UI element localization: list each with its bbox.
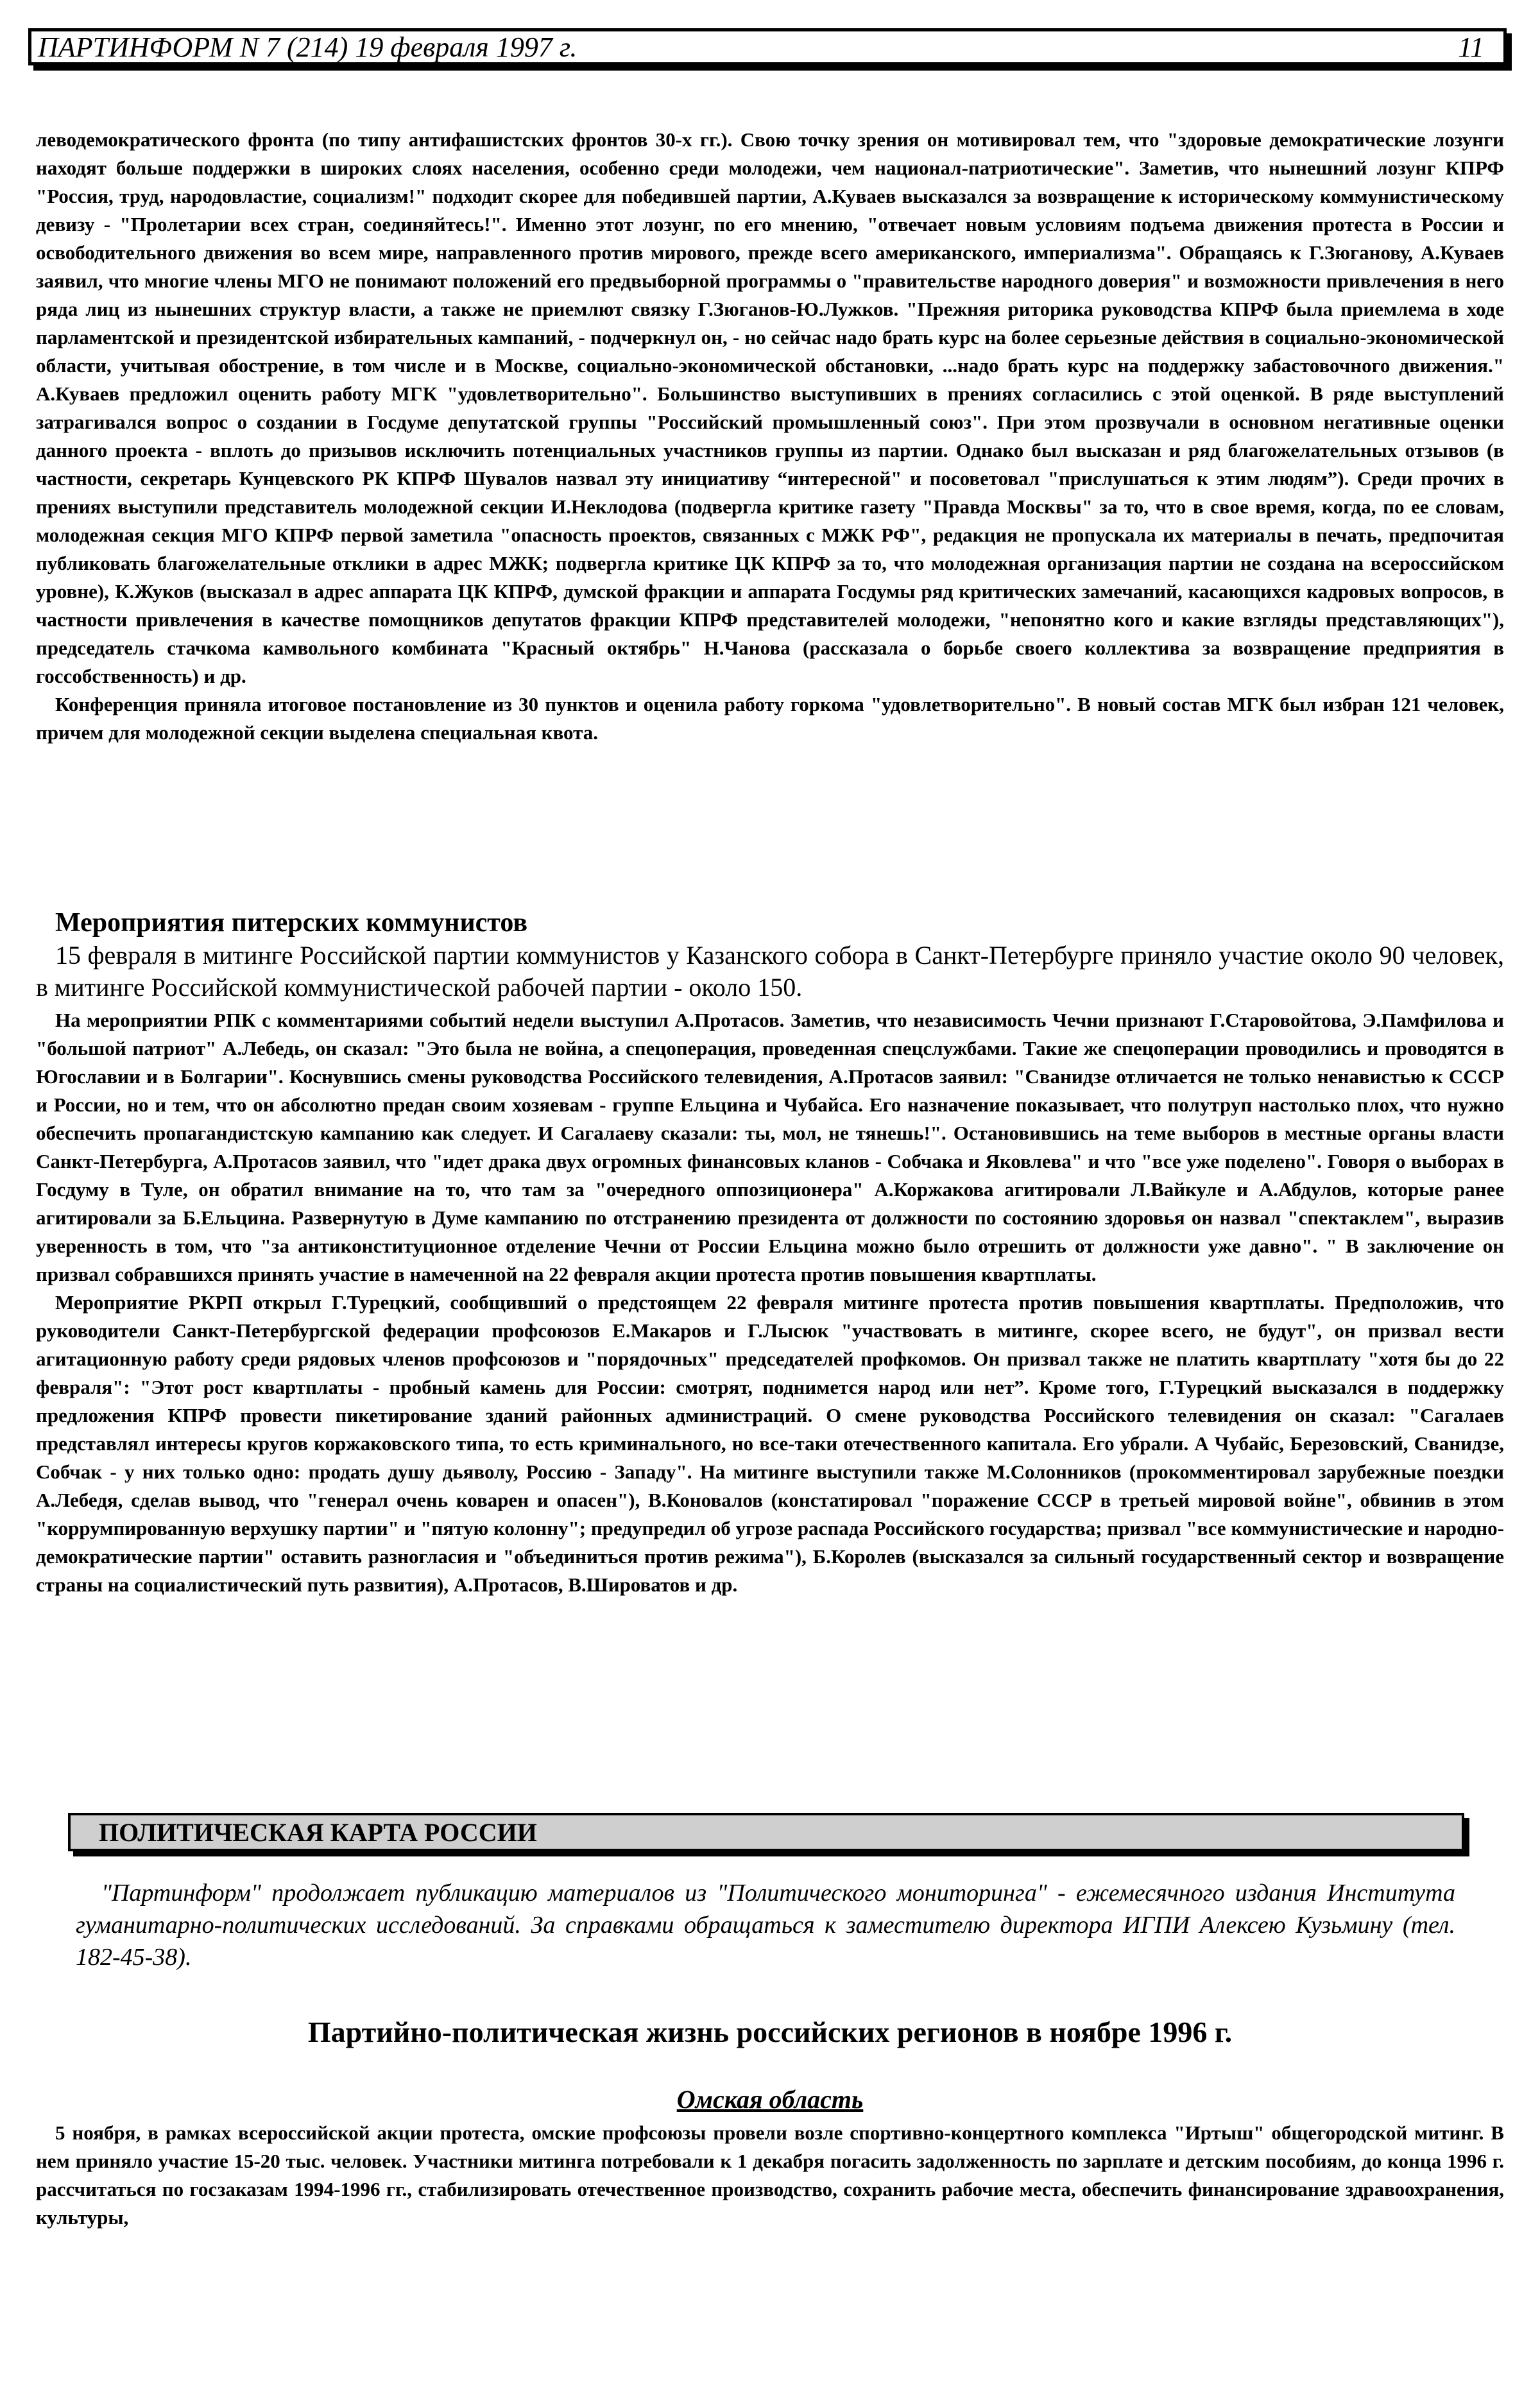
top-article	[36, 126, 1504, 747]
page-header	[28, 28, 1507, 65]
page-number: 11	[1458, 31, 1484, 63]
section-paragraph: Мероприятие РКРП открыл Г.Турецкий, сообщивший о предстоящем 22 февраля митинге протеста против повышения квартплаты. Предположив, что руководители Санкт-Петербургской федерации профсоюзов Е.Макаров и Г.Лысюк "участвовать в митинге, скорее всего, не будут", он призвал вести агитационную работу среди рядовых членов профсоюзов и "порядочных" председателей профкомов. Он призвал также не платить квартплату "хотя бы до 22 февраля": "Этот рост квартплаты - пробный камень для России: смотрят, поднимется народ или нет”. Кроме того, Г.Турецкий высказался в поддержку предложения КПРФ провести пикетирование зданий районных администраций. О смене руководства Российского телевидения он сказал: "Сагалаев представлял интересы кругов коржаковского типа, то есть криминального, но все-таки отечественного капитала. Его убрали. А Чубайс, Березовский, Сванидзе, Собчак - у них только одно: продать душу дьяволу, Россию - Западу". На митинге выступили также М.Солонников (прокомментировал зарубежные поездки А.Лебедя, сделав вывод, что "генерал очень коварен и опасен"), В.Коновалов (констатировал "поражение СССР в третьей мировой войне", обвинив в этом "коррумпированную верхушку партии" и "пятую колонну"; предупредил об угрозе распада Российского государства; призвал "все коммунистические и народно-демократические партии" оставить разногласия и "объединиться против режима"), Б.Королев (высказался за сильный государственный сектор и возвращение страны на социалистический путь развития), А.Протасов, В.Широватов и др.	[36, 1291, 1504, 1596]
region-paragraph: 5 ноября, в рамках всероссийской акции протеста, омские профсоюзы провели возле спортивно-концертного комплекса "Иртыш" общегородской митинг. В нем приняло участие 15-20 тыс. человек. Участники митинга потребовали к 1 декабря погасить задолженность по зарплате и детским пособиям, до конца 1996 г. рассчитаться по госзаказам 1994-1996 гг., стабилизировать отечественное производство, сохранить рабочие места, обеспечить финансирование здравоохранения, культуры,	[36, 2121, 1504, 2229]
report-title: Партийно-политическая жизнь российских регионов в ноябре 1996 г.	[307, 2016, 1233, 2048]
region-title: Омская область	[676, 2085, 864, 2114]
article-paragraph: Конференция приняла итоговое постановление из 30 пунктов и оценила работу горкома "удовлетворительно". В новый состав МГК был избран 121 человек, причем для молодежной секции выделена специальная квота.	[36, 693, 1504, 744]
article-paragraph: леводемократического фронта (по типу антифашистских фронтов 30-х гг.). Свою точку зрения он мотивировал тем, что "здоровые демократические лозунги находят больше поддержки в широких слоях населения, особенно среди молодежи, чем национал-патриотические". Заметив, что нынешний лозунг КПРФ "Россия, труд, народовластие, социализм!" подходит скорее для победившей партии, А.Куваев высказался за возвращение к историческому коммунистическому девизу - "Пролетарии всех стран, соединяйтесь!". Именно этот лозунг, по его мнению, "отвечает новым условиям подъема движения протеста в России и освободительного движения во всем мире, направленного против мирового, прежде всего американского, империализма". Обращаясь к Г.Зюганову, А.Куваев заявил, что многие члены МГО не понимают положений его предвыборной программы о "правительстве народного доверия" и возможности привлечения в него ряда лиц из нынешних структур власти, а также не приемлют связку Г.Зюганов-Ю.Лужков. "Прежняя риторика руководства КПРФ была приемлема в ходе парламентской и президентской избирательных кампаний, - подчеркнул он, - но сейчас надо брать курс на более серьезные действия в социально-экономической области, учитывая обострение, в том числе и в Москве, социально-экономической обстановки, ...надо брать курс на поддержку забастовочного движения." А.Куваев предложил оценить работу МГК "удовлетворительно". Большинство выступивших в прениях согласились с этой оценкой. В ряде выступлений затрагивался вопрос о создании в Госдуме депутатской группы "Российский промышленный союз". При этом прозвучали в основном негативные оценки данного проекта - вплоть до призывов исключить потенциальных участников группы из партии. Однако был высказан и ряд благожелательных отзывов (в частности, секретарь Кунцевского РК КПРФ Шувалов назвал эту инициативу “интересной" и посоветовал "прислушаться к этим людям”). Среди прочих в прениях выступили представитель молодежной секции И.Неклодова (подвергла критике газету "Правда Москвы" за то, что в свое время, когда, по ее словам, молодежная секция МГО КПРФ первой заметила "опасность проектов, связанных с МЖК РФ", редакция не пропускала их материалы в печать, предпочитая публиковать благожелательные отклики в адрес МЖК; подвергла критике ЦК КПРФ за то, что молодежная организация партии не создана на всероссийском уровне), К.Жуков (высказал в адрес аппарата ЦК КПРФ, думской фракции и аппарата Госдумы ряд критических замечаний, касающихся кадровых вопросов, в частности привлечения в качестве помощников депутатов фракции КПРФ представителей молодежи, "непонятно кого и какие взгляды представляющих"), председатель стачкома камвольного комбината "Красный октябрь" Н.Чанова (рассказала о борьбе своего коллектива за возвращение предприятия в госсобственность) и др.	[36, 128, 1504, 687]
section-banner: ПОЛИТИЧЕСКАЯ КАРТА РОССИИ	[68, 1813, 1464, 1851]
section-title: Мероприятия питерских коммунистов	[55, 908, 528, 938]
region-article	[36, 2119, 1504, 2232]
section-intro: "Партинформ" продолжает публикацию материалов из "Политического мониторинга" - ежемесячного издания Института гуманитарно-политических исследований. За справками обращаться к заместителю директора ИГПИ Алексею Кузьмину (тел. 182-45-38).	[76, 1880, 1455, 1971]
section-paragraph: На мероприятии РПК с комментариями событий недели выступил А.Протасов. Заметив, что независимость Чечни признают Г.Старовойтова, Э.Памфилова и "большой патриот" А.Лебедь, он сказал: "Это была не война, а спецоперация, проведенная спецслужбами. Такие же спецоперации проводились и проводятся в Югославии и в Болгарии". Коснувшись смены руководства Российского телевидения, А.Протасов заявил: "Сванидзе отличается не только ненавистью к СССР и России, но и тем, что он абсолютно предан своим хозяевам - группе Ельцина и Чубайса. Его назначение показывает, что полутруп настолько плох, что нужно обеспечить пропагандистскую кампанию как следует. И Сагалаеву сказали: ты, мол, не тянешь!". Остановившись на теме выборов в местные органы власти Санкт-Петербурга, А.Протасов заявил, что "идет драка двух огромных финансовых кланов - Собчака и Яковлева" и что "все уже поделено". Говоря о выборах в Госдуму в Туле, он обратил внимание на то, что там за "очередного оппозиционера" А.Коржакова агитировали Л.Вайкуле и А.Абдулов, которые ранее агитировали за Б.Ельцина. Развернутую в Думе кампанию по отстранению президента от должности по состоянию здоровья он назвал "спектаклем", выразив уверенность в том, что "за антиконституционное отделение Чечни от России Ельцина можно было отрешить от должности уже давно". " В заключение он призвал собравшихся принять участие в намеченной на 22 февраля акции протеста против повышения квартплаты.	[36, 1009, 1504, 1285]
piter-section	[36, 906, 1504, 1599]
section-lead: 15 февраля в митинге Российской партии коммунистов у Казанского собора в Санкт-Петербурге приняло участие около 90 человек, в митинге Российской коммунистической рабочей партии - около 150.	[36, 941, 1504, 1002]
publication-title: ПАРТИНФОРМ N 7 (214) 19 февраля 1997 г.	[38, 31, 578, 63]
